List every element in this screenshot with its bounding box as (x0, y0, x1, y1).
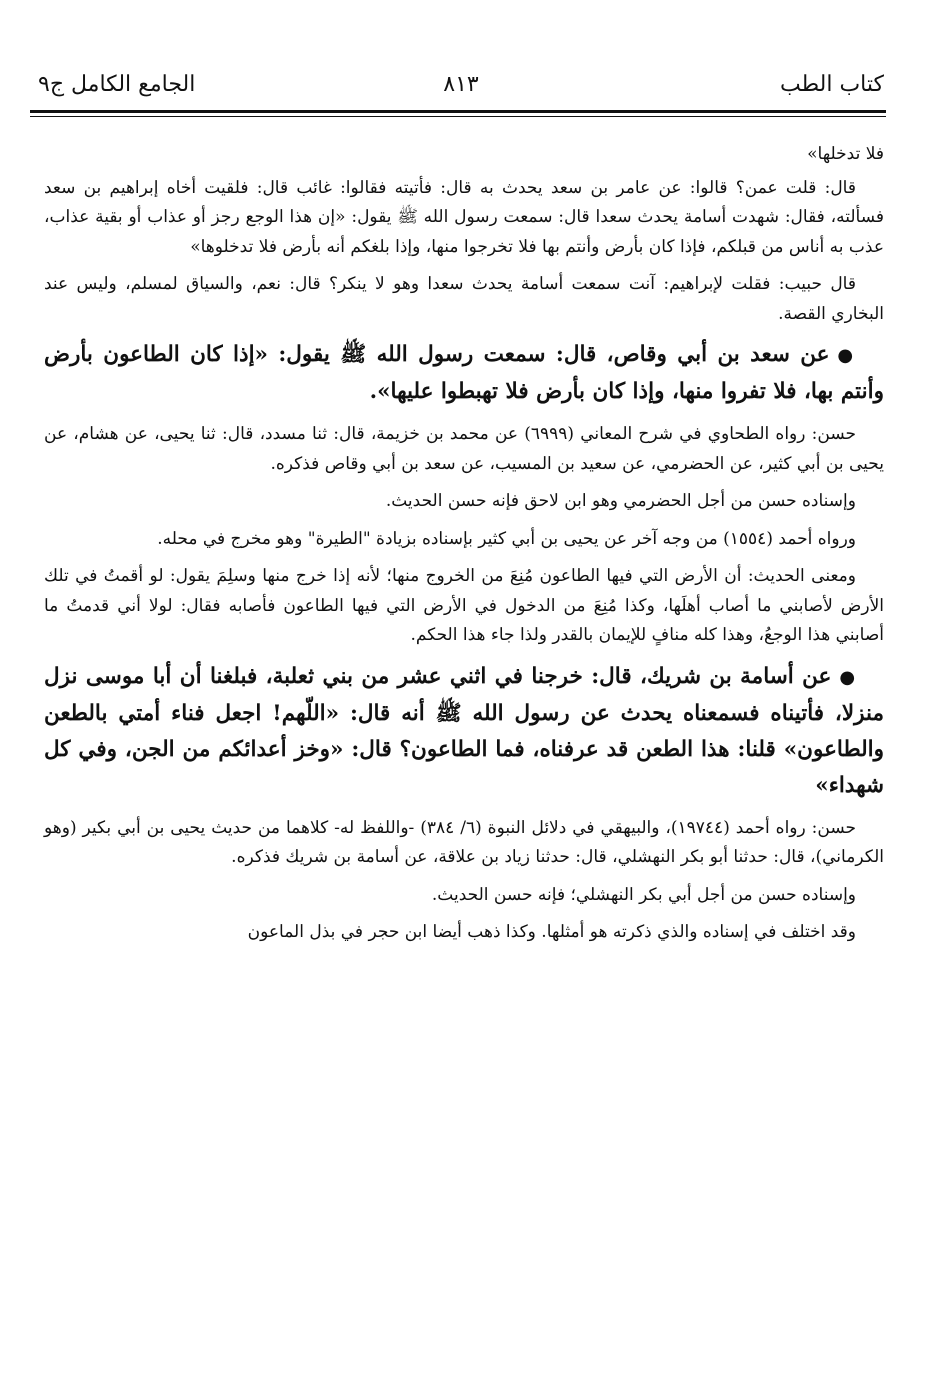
hadith-text (44, 659, 884, 804)
hadith-body: عن أسامة بن شريك، قال: خرجنا في اثني عشر من بني ثعلبة، فبلغنا أن أبا موسى نزل منزلا، فأتيناه فسمعناه يحدث عن رسول الله ﷺ أنه قال: «اللّهم! اجعل فناء أمتي بالطعن والطاعون» قلنا: هذا الطعن قد عرفناه، فما الطاعون؟ قال: «وخز أعدائكم من الجن، وفي كل شهداء» (44, 663, 884, 798)
running-head-section: كتاب الطب (780, 72, 884, 97)
page-header (38, 72, 884, 108)
running-head-volume: الجامع الكامل ج٩ (38, 72, 196, 97)
page-number: ٨١٣ (443, 72, 479, 97)
hadith-body: عن سعد بن أبي وقاص، قال: سمعت رسول الله ﷺ يقول: «إذا كان الطاعون بأرض وأنتم بها، فلا تفروا منها، وإذا كان بأرض فلا تهبطوا عليها». (44, 342, 884, 404)
paragraph-grading: حسن: رواه الطحاوي في شرح المعاني (٦٩٩٩) عن محمد بن خزيمة، قال: ثنا مسدد، قال: ثنا يحيى، عن هشام، عن يحيى بن أبي كثير، عن الحضرمي، عن سعيد بن المسيب، عن سعد بن أبي وقاص فذكره. (44, 424, 884, 474)
paragraph-grading: حسن: رواه أحمد (١٩٧٤٤)، والبيهقي في دلائل النبوة (٦/ ٣٨٤) -واللفظ له- كلاهما من حديث يحيى بن أبي بكير (وهو الكرماني)، قال: حدثنا أبو بكر النهشلي، قال: حدثنا زياد بن علاقة، عن أسامة بن شريك فذكره. (44, 817, 884, 867)
bullet-icon: ● (837, 345, 856, 366)
paragraph-commentary: ورواه أحمد (١٥٥٤) من وجه آخر عن يحيى بن أبي كثير بإسناده بزيادة "الطيرة" وهو مخرج في محله. (157, 528, 856, 549)
paragraph-narration: قال حبيب: فقلت لإبراهيم: آنت سمعت أسامة يحدث سعدا وهو لا ينكر؟ قال: نعم، والسياق لمسلم، وليس عند البخاري القصة. (44, 274, 884, 324)
paragraph-narration: قال: قلت عمن؟ قالوا: عن عامر بن سعد يحدث به قال: فأتيته فقالوا: غائب قال: فلقيت أخاه إبراهيم بن سعد فسألته، فقال: شهدت أسامة يحدث سعدا قال: سمعت رسول الله ﷺ يقول: «إن هذا الوجع رجز أو عذاب أو بقية عذاب، عذب به أناس من قبلكم، فإذا كان بأرض وأنتم بها فلا تخرجوا منها، وإذا بلغكم أنه بأرض فلا تدخلوها» (44, 177, 884, 257)
paragraph-commentary: وإسناده حسن من أجل أبي بكر النهشلي؛ فإنه حسن الحديث. (431, 884, 856, 905)
header-rule-thin (30, 116, 886, 117)
header-rule-thick (30, 110, 886, 113)
paragraph-continuation: فلا تدخلها» (807, 144, 884, 164)
paragraph-commentary: وقد اختلف في إسناده والذي ذكرته هو أمثلها. وكذا ذهب أيضا ابن حجر في بذل الماعون (247, 922, 856, 942)
hadith-text (44, 337, 884, 410)
bullet-icon: ● (839, 666, 856, 688)
paragraph-commentary: وإسناده حسن من أجل الحضرمي وهو ابن لاحق فإنه حسن الحديث. (385, 491, 856, 511)
paragraph-commentary: ومعنى الحديث: أن الأرض التي فيها الطاعون مُنِعَ من الخروج منها؛ لأنه إذا خرج منها وسلِمَ يقول: لو أقمتُ في تلك الأرض لأصابني ما أصاب أهلَها، وكذا مُنِعَ من الدخول في الأرض التي فيها الطاعون فأصابه فقال: لولا أني قدمتُ ما أصابني هذا الوجعُ، وهذا كله منافٍ للإيمان بالقدر ولذا جاء هذا الحكم. (44, 566, 884, 645)
page-body (44, 140, 884, 956)
